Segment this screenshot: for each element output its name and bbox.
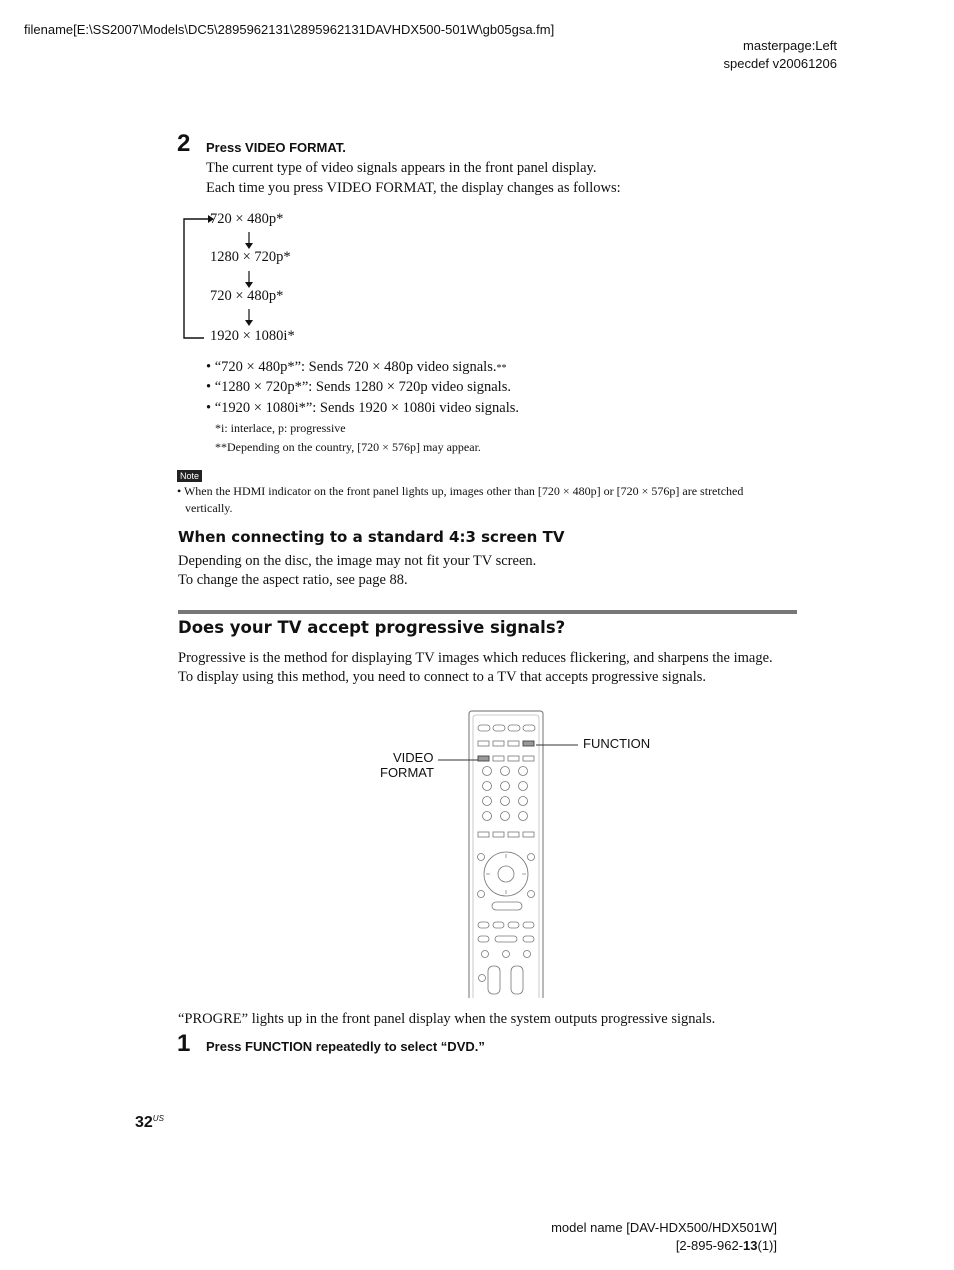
- label-format: FORMAT: [380, 765, 434, 780]
- footer-code: [2-895-962-13(1)]: [675, 1238, 777, 1253]
- note-badge: Note: [177, 470, 202, 482]
- callout-lines: [436, 738, 582, 768]
- progre-text: “PROGRE” lights up in the front panel display when the system outputs progressive signals.: [178, 1011, 716, 1027]
- header-masterpage: masterpage:Left: [743, 38, 837, 53]
- step-2-line-1: The current type of video signals appears in the front panel display.: [206, 160, 597, 176]
- step-2-line-2: Each time you press VIDEO FORMAT, the display changes as follows:: [206, 180, 621, 196]
- page-number: $32^{US}$: [135, 1114, 164, 1131]
- step-2-number: 2: [177, 130, 191, 157]
- bullet-3: • “1920 × 1080i*”: Sends 1920 × 1080i video signals.: [206, 400, 520, 416]
- cycle-item-3: 720 × 480p*: [210, 288, 284, 304]
- subsection-line-1: Depending on the disc, the image may not fit your TV screen.: [178, 553, 537, 569]
- subsection-heading: When connecting to a standard 4:3 screen TV: [178, 528, 565, 546]
- format-down-arrows: [240, 230, 260, 330]
- subsection-line-2: To change the aspect ratio, see page 88.: [178, 572, 408, 588]
- cycle-item-1: 720 × 480p*: [210, 211, 284, 227]
- cycle-item-4: 1920 × 1080i*: [210, 328, 295, 344]
- label-video: VIDEO: [393, 750, 434, 765]
- header-filename: filename[E:\SS2007\Models\DC5\2895962131\2895962131DAVHDX500-501W\gb05gsa.fm]: [24, 22, 555, 37]
- bullet-2: • “1280 × 720p*”: Sends 1280 × 720p video signals.: [206, 379, 511, 395]
- bullet-1: • “720 × 480p*”: Sends 720 × 480p video signals.**: [206, 359, 507, 375]
- label-function: FUNCTION: [583, 736, 651, 751]
- step-2-title: Press VIDEO FORMAT.: [206, 140, 346, 155]
- cycle-item-2: 1280 × 720p*: [210, 249, 291, 265]
- note-line-2: vertically.: [185, 501, 233, 515]
- section-rule: [178, 610, 797, 614]
- format-cycle-arrows: [178, 210, 238, 345]
- note-line-1: • When the HDMI indicator on the front panel lights up, images other than [720 × 480p] or [720 × 576p] are stretched: [177, 484, 744, 498]
- footnote-1: *i: interlace, p: progressive: [215, 421, 346, 435]
- header-specdef: specdef v20061206: [723, 56, 837, 71]
- step-1-number: 1: [177, 1030, 191, 1057]
- section-heading: Does your TV accept progressive signals?: [178, 618, 566, 637]
- footnote-2: **Depending on the country, [720 × 576p] may appear.: [215, 440, 481, 454]
- step-1-title: Press FUNCTION repeatedly to select “DVD.”: [206, 1039, 485, 1054]
- footer-model: model name [DAV-HDX500/HDX501W]: [551, 1220, 777, 1235]
- section-line-1: Progressive is the method for displaying TV images which reduces flickering, and sharpens the image.: [178, 650, 773, 666]
- section-line-2: To display using this method, you need to connect to a TV that accepts progressive signals.: [178, 669, 707, 685]
